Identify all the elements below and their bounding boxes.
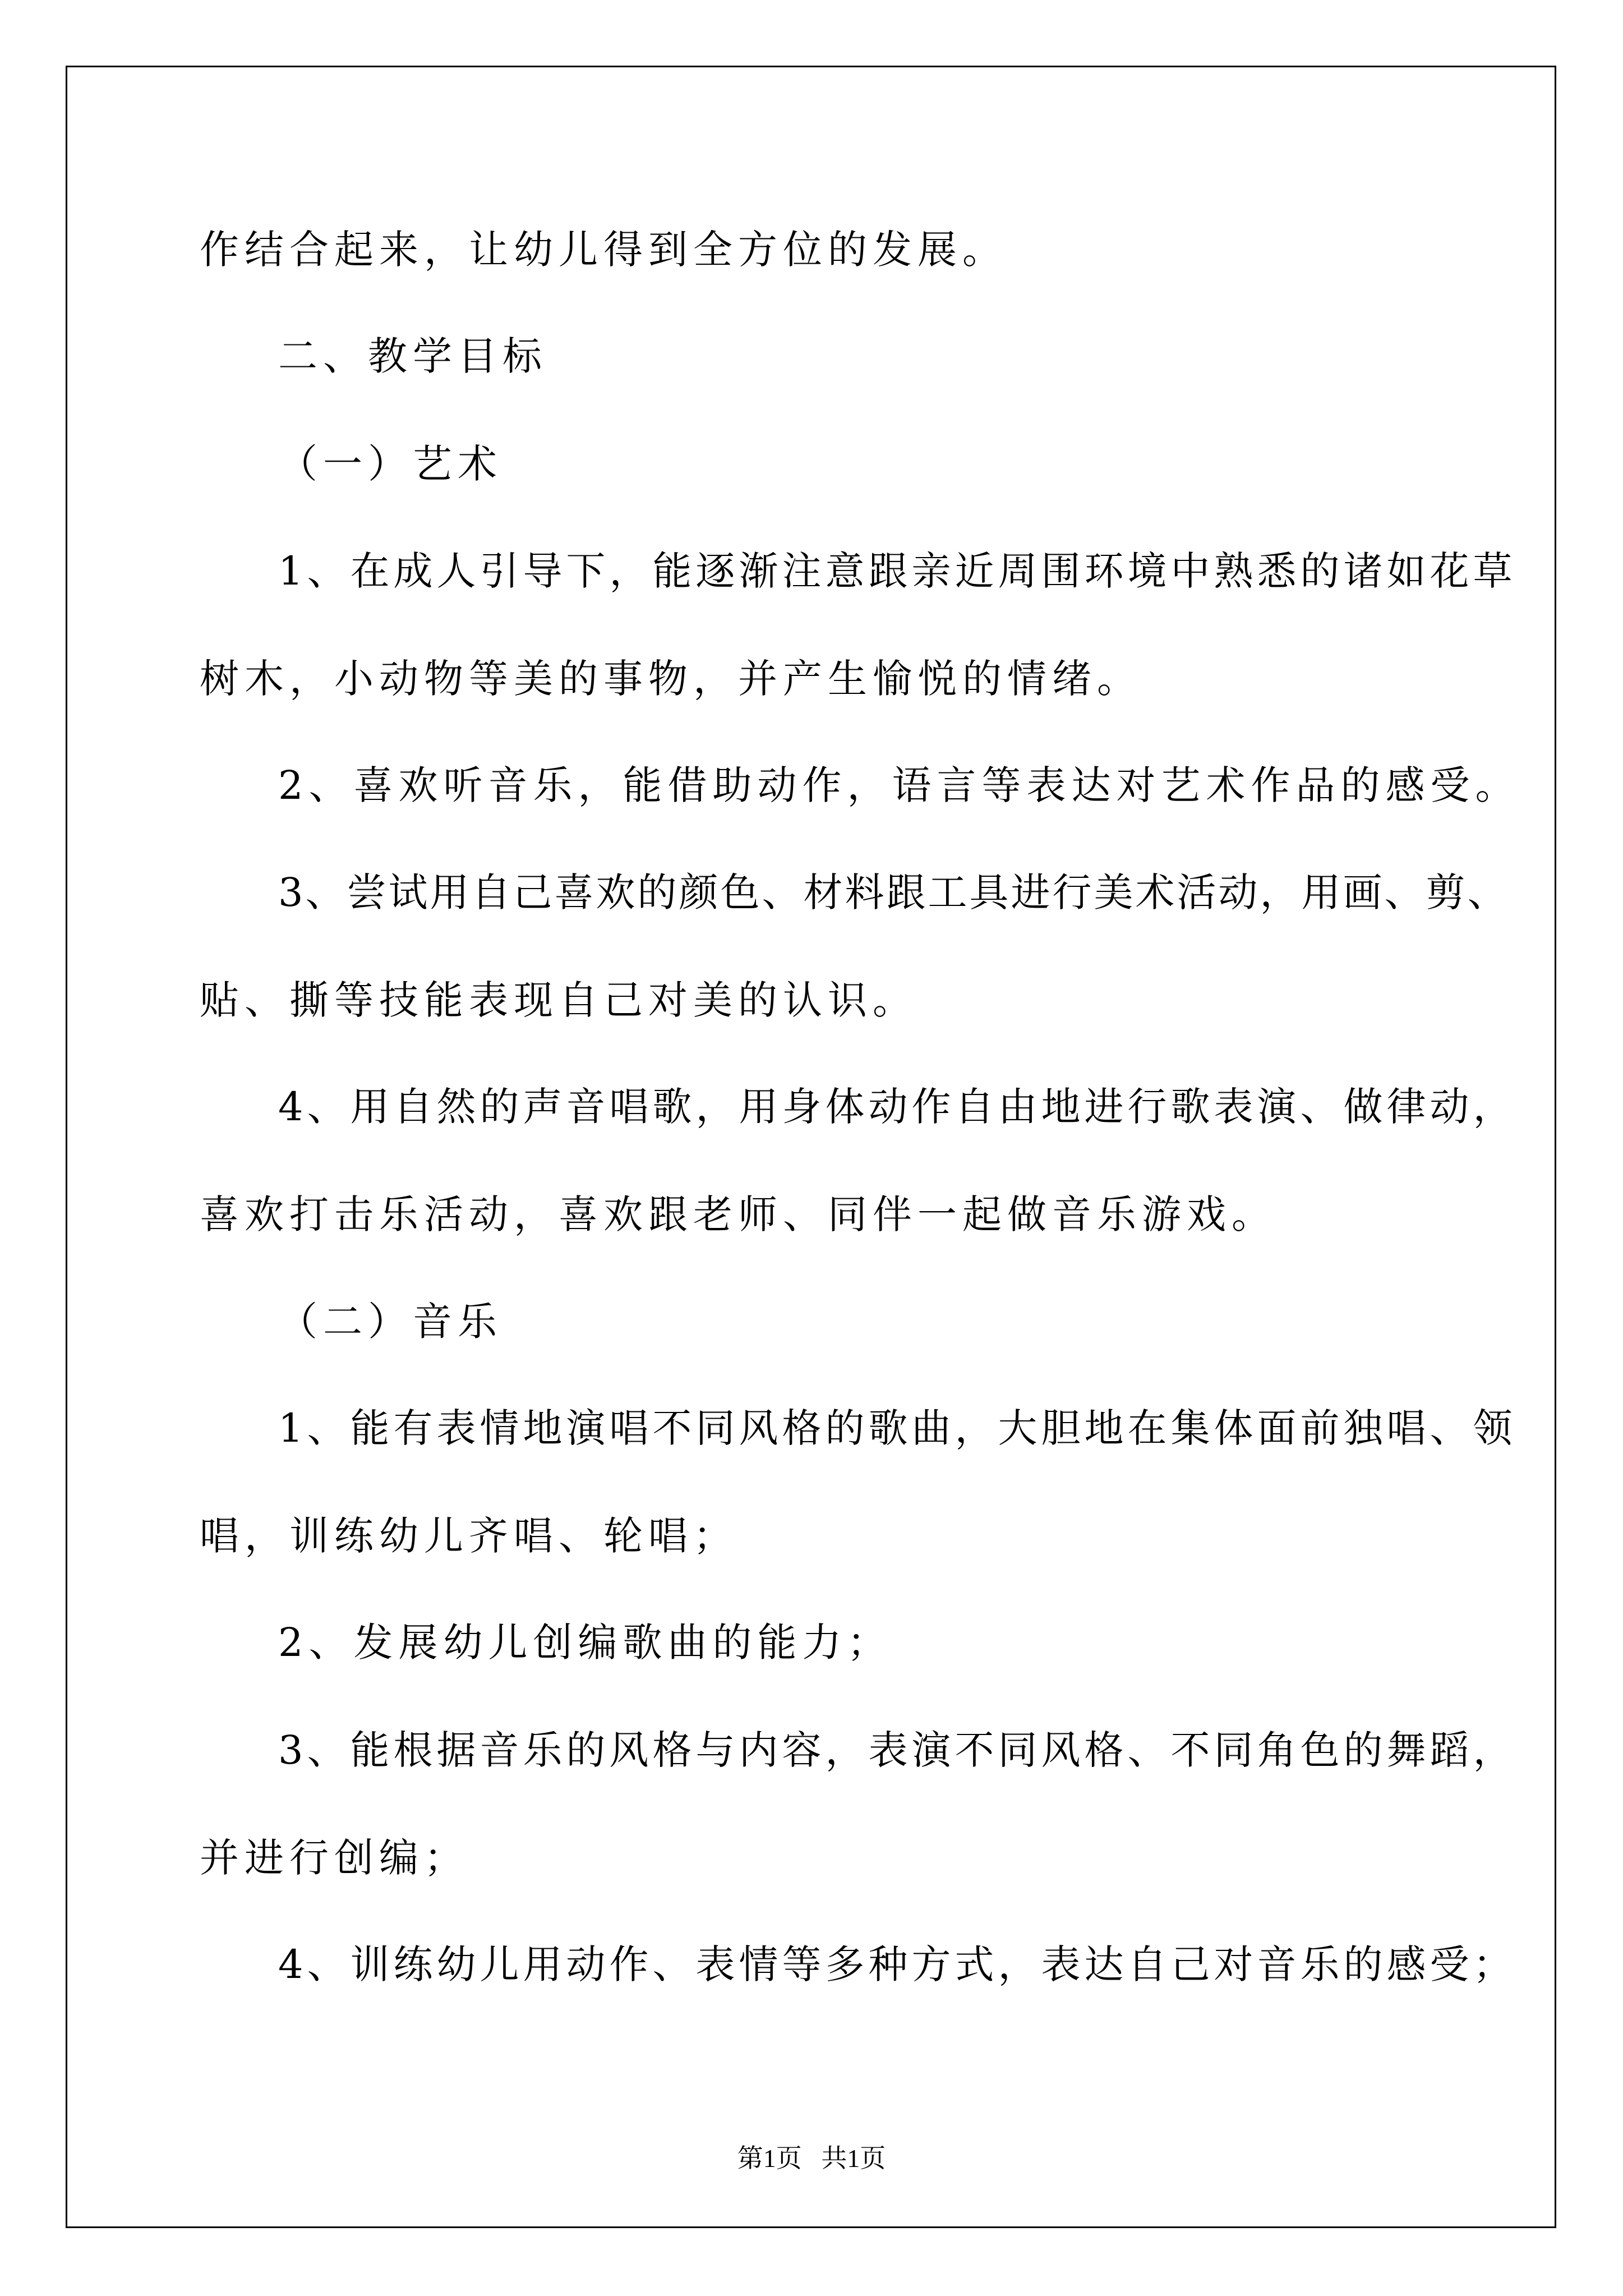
- page-number-footer: 第1页 共1页: [737, 2144, 886, 2173]
- paragraph-line: 3、能根据音乐的风格与内容，表演不同风格、不同角色的舞蹈，: [278, 1727, 1516, 1773]
- section-heading: 二、教学目标: [278, 333, 547, 379]
- paragraph-line: 树木，小动物等美的事物，并产生愉悦的情绪。: [200, 656, 1142, 702]
- subsection-heading: （一）艺术: [278, 441, 502, 487]
- paragraph-line: 2、发展幼儿创编歌曲的能力；: [278, 1619, 892, 1665]
- paragraph-line: 4、用自然的声音唱歌，用身体动作自由地进行歌表演、做律动，: [278, 1084, 1516, 1130]
- paragraph-line: 并进行创编；: [200, 1835, 469, 1881]
- paragraph-line: 唱，训练幼儿齐唱、轮唱；: [200, 1513, 738, 1559]
- paragraph-line: 2、喜欢听音乐，能借助动作，语言等表达对艺术作品的感受。: [278, 762, 1520, 808]
- paragraph-line: 4、训练幼儿用动作、表情等多种方式，表达自己对音乐的感受；: [278, 1941, 1516, 1987]
- subsection-heading: （二）音乐: [278, 1299, 502, 1345]
- paragraph-line: 3、尝试用自己喜欢的颜色、材料跟工具进行美术活动，用画、剪、: [278, 869, 1509, 915]
- paragraph-line: 贴、撕等技能表现自己对美的认识。: [200, 977, 917, 1023]
- paragraph-line: 1、能有表情地演唱不同风格的歌曲，大胆地在集体面前独唱、领: [278, 1405, 1516, 1451]
- paragraph-line: 1、在成人引导下，能逐渐注意跟亲近周围环境中熟悉的诸如花草: [278, 548, 1516, 594]
- paragraph-line: 作结合起来，让幼儿得到全方位的发展。: [200, 227, 1007, 273]
- paragraph-line: 喜欢打击乐活动，喜欢跟老师、同伴一起做音乐游戏。: [200, 1191, 1276, 1237]
- page-border: [66, 66, 1556, 2228]
